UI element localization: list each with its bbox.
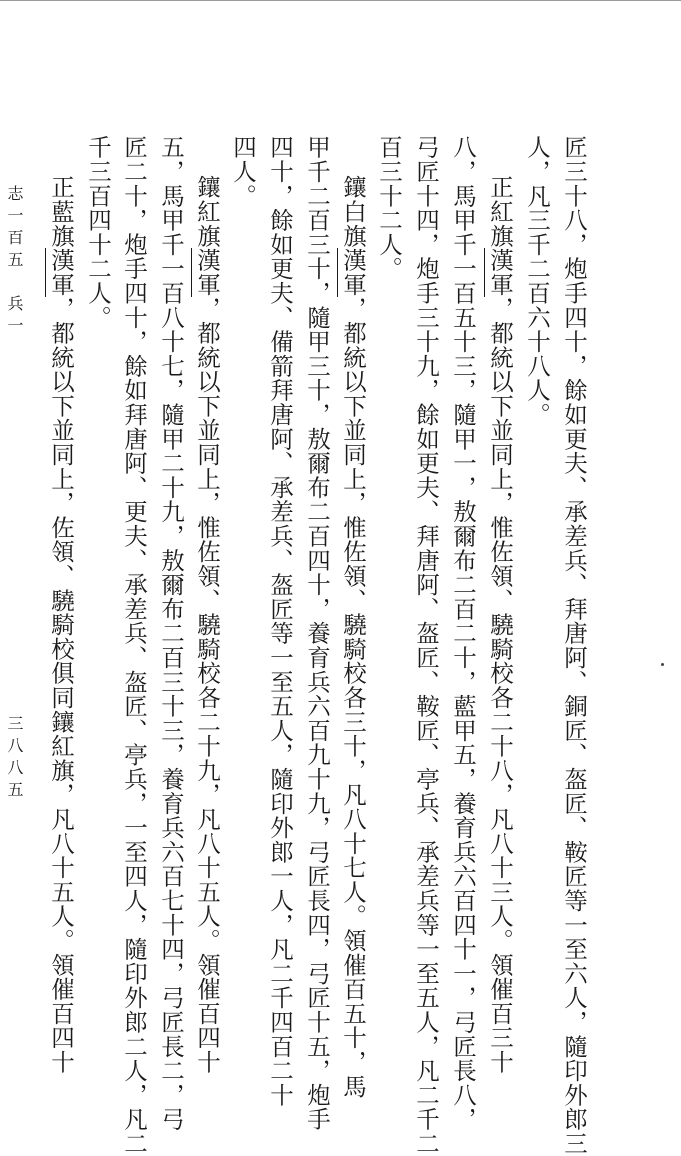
text-column-11	[188, 175, 221, 1075]
banner-name-xiangbai: 鑲白旗	[339, 175, 367, 248]
text-column-6: 百三十二人。	[375, 135, 403, 281]
underlined-hanjun: 漢軍	[47, 247, 75, 297]
scan-speck	[661, 663, 664, 666]
column-15-rest: ，都統以下並同上，佐領、驍騎校俱同鑲紅旗，凡八十五人。領催百四十	[47, 296, 75, 1075]
text-column-1: 匠三十八，炮手四十，餘如更夫、承差兵、拜唐阿、銅匠、盔匠、鞍匠等一至六人，隨印外郎三	[560, 135, 588, 1156]
text-column-12: 五，馬甲千一百八十七，隨甲二十九，敖爾布二百三十三，養育兵六百七十四，弓匠長二，弓	[157, 135, 185, 1132]
column-11-rest: ，都統以下並同上，惟佐領、驍騎校各二十九，凡八十五人。領催百四十	[193, 296, 221, 1075]
underlined-hanjun: 漢軍	[486, 247, 514, 297]
text-column-9: 四十，餘如更夫、備箭拜唐阿、承差兵、盔匠等一至五人，隨印外郎一人，凡二千四百二十	[266, 135, 294, 1107]
banner-name-zhenghong: 正紅旗	[486, 175, 514, 248]
text-column-10: 四人。	[229, 135, 257, 208]
underlined-hanjun: 漢軍	[193, 247, 221, 297]
text-column-7	[334, 175, 367, 1099]
column-7-rest: ，都統以下並同上，惟佐領、驍騎校各三十，凡八十七人。領催百五十，馬	[339, 296, 367, 1099]
text-column-15	[42, 175, 75, 1075]
banner-name-zhenglan: 正藍旗	[47, 175, 75, 248]
text-column-8: 甲千二百三十，隨甲三十，敖爾布二百四十，養育兵六百九十九，弓匠長四，弓匠十五，炮手	[303, 135, 331, 1132]
text-column-2: 人，凡三千二百六十八人。	[523, 135, 551, 427]
text-column-14: 千三百四十二人。	[84, 135, 112, 330]
text-column-3	[481, 175, 514, 1075]
page-number: 三八八五	[5, 715, 24, 803]
text-column-4: 八，馬甲千一百五十三，隨甲一，敖爾布二百二十，藍甲五，養育兵六百四十一，弓匠長八，	[449, 135, 477, 1132]
running-title: 志一百五 兵一	[5, 185, 24, 339]
underlined-hanjun: 漢軍	[339, 247, 367, 297]
scan-edge-line	[0, 0, 681, 1]
text-column-13: 匠二十，炮手四十，餘如拜唐阿、更夫、承差兵、盔匠、亭兵，一至四人，隨印外郎二人，凡二	[120, 135, 148, 1156]
column-3-rest: ，都統以下並同上，惟佐領、驍騎校各二十八，凡八十三人。領催百三十	[486, 296, 514, 1075]
banner-name-xianghong: 鑲紅旗	[193, 175, 221, 248]
text-column-5: 弓匠十四，炮手三十九，餘如更夫、拜唐阿、盔匠、鞍匠、亭兵、承差兵等一至五人，凡二千二	[412, 135, 440, 1156]
